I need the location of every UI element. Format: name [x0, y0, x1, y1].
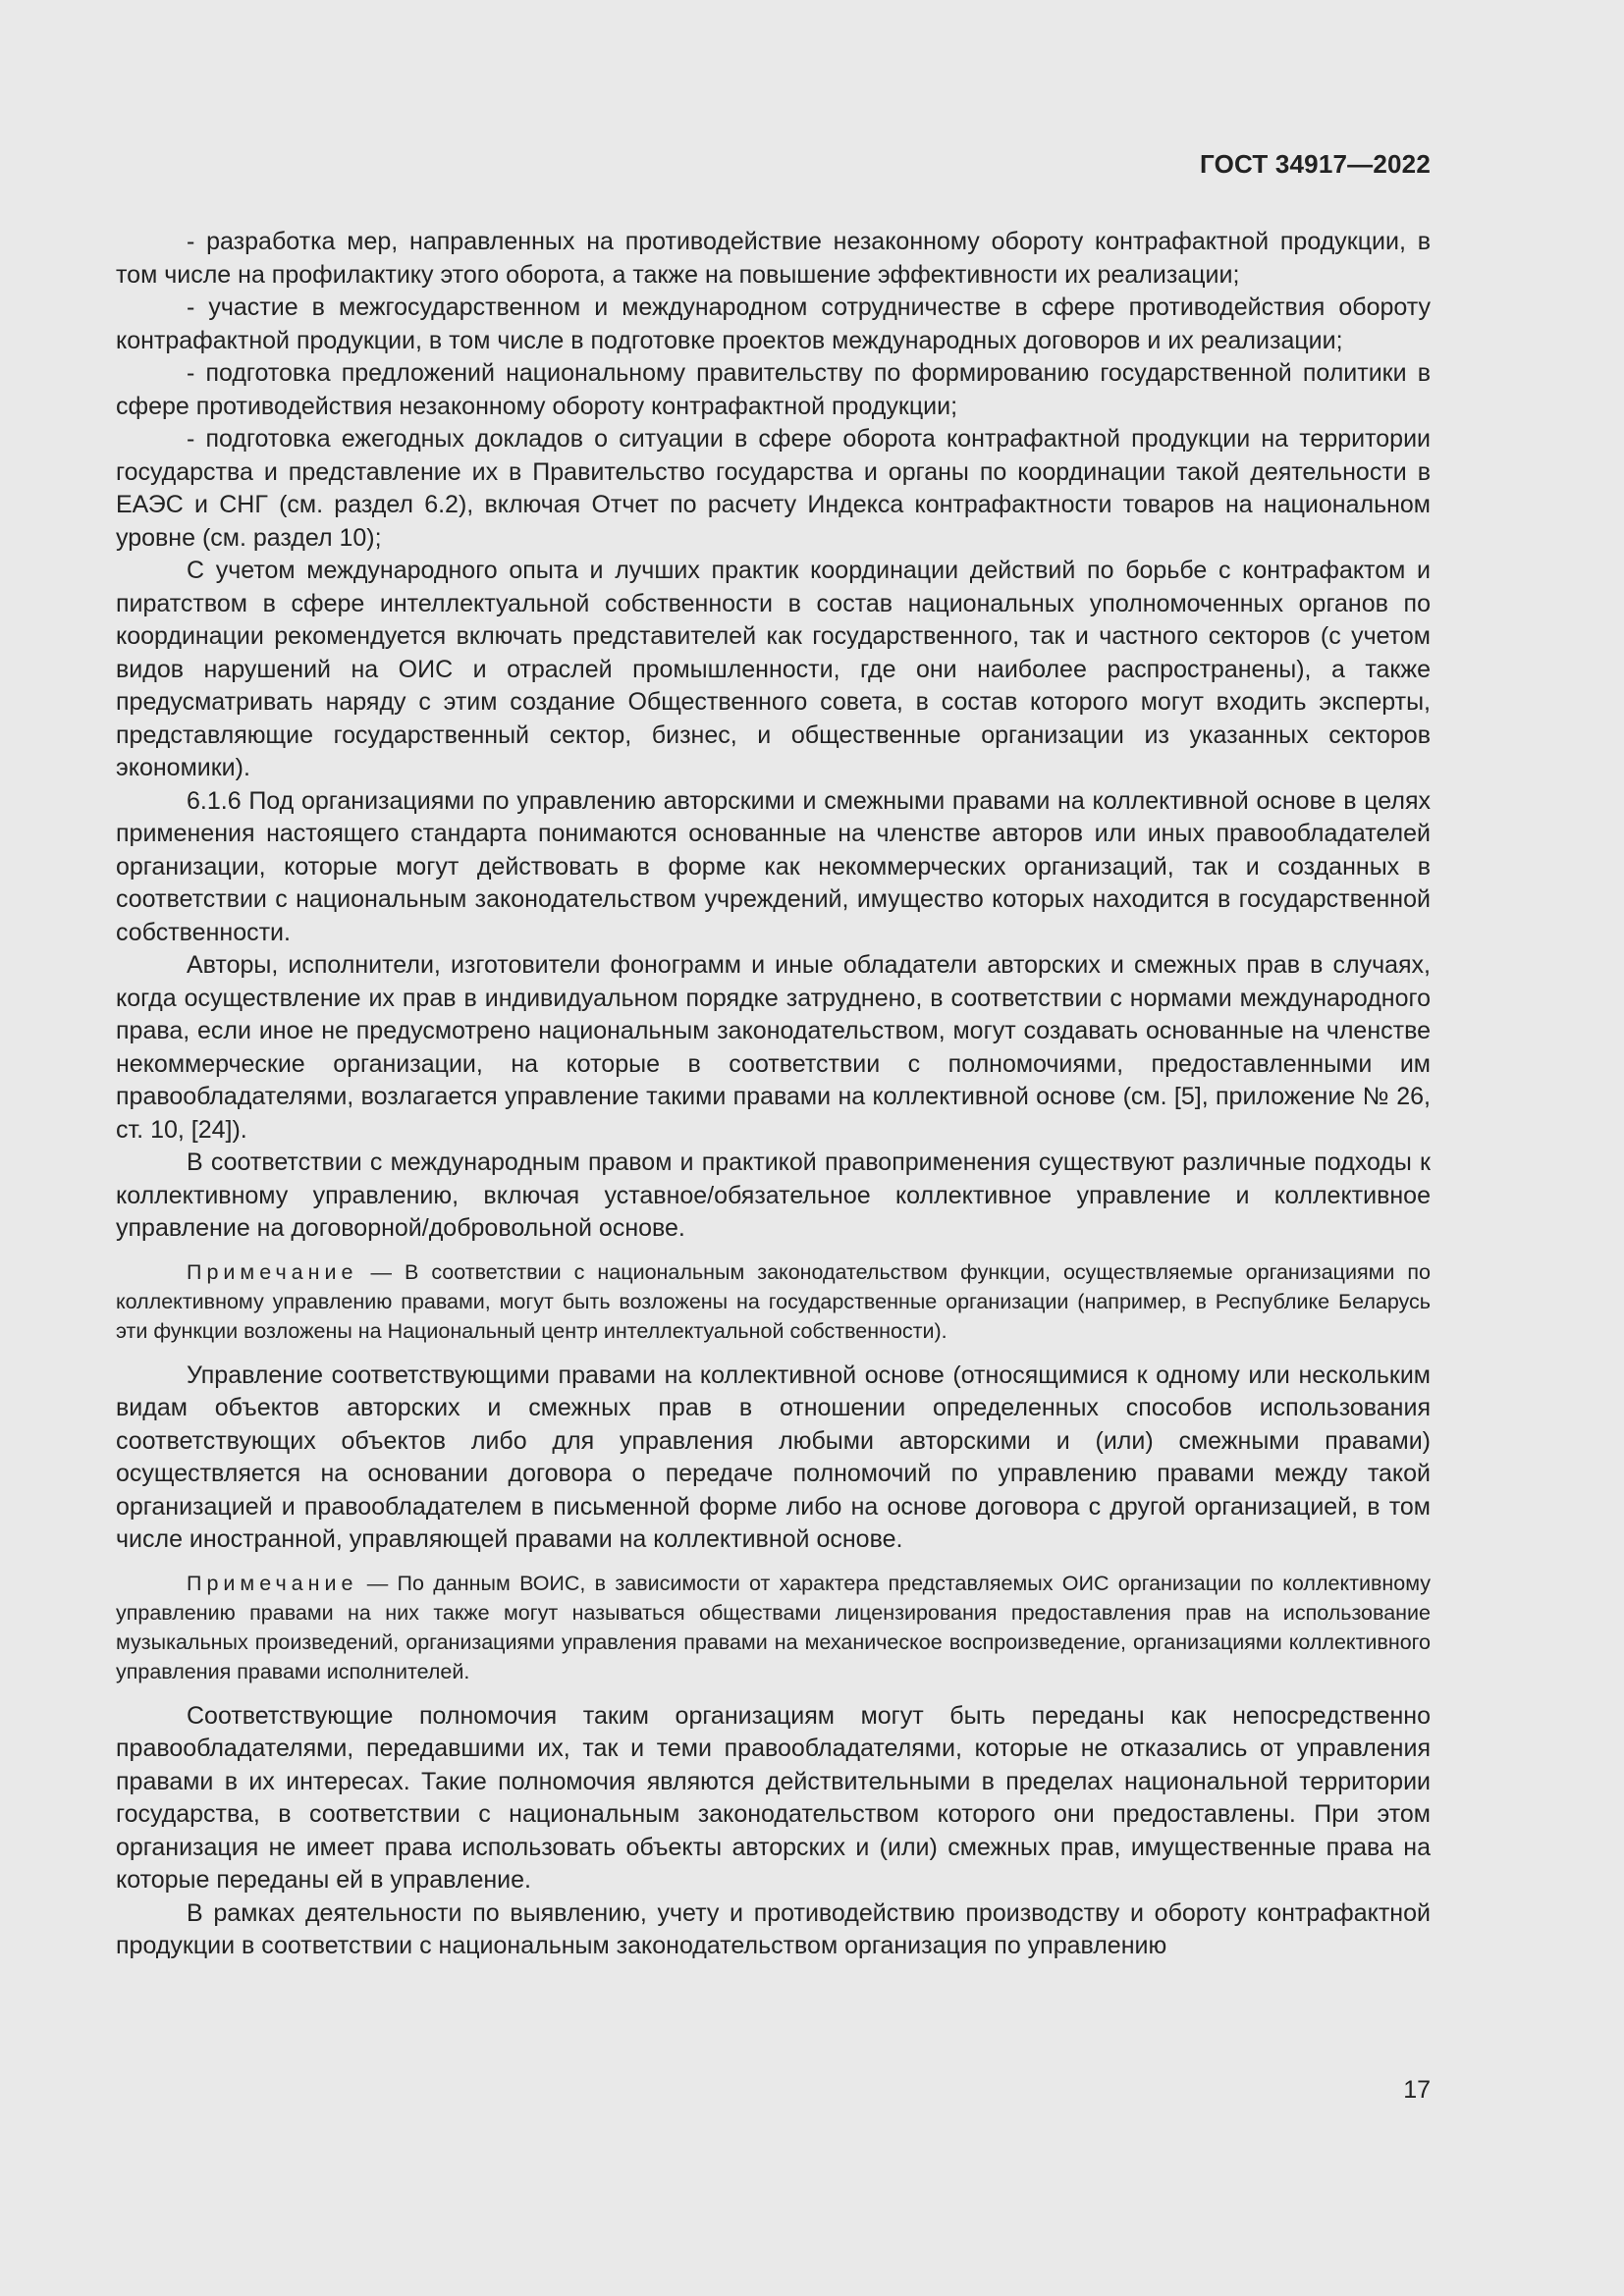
list-item: - разработка мер, направленных на противодействие незаконному обороту контрафактной продукции, в том числе на профилактику этого оборота, а также на повышение эффективности их реализации;: [116, 228, 1431, 289]
note-text: — По данным ВОИС, в зависимости от характера представляемых ОИС организации по коллективному управлению правами на них также могут называться обществами лицензирования предоставления прав на использование музыкальных произведений, организациями управления правами на механическое воспроизведение, организациями коллективного управления правами исполнителей.: [116, 1571, 1431, 1683]
paragraph: С учетом международного опыта и лучших практик координации действий по борьбе с контрафактом и пиратством в сфере интеллектуальной собственности в состав национальных уполномоченных органов по координации рекомендуется включать представителей как государственного, так и частного секторов (с учетом видов нарушений на ОИС и отраслей промышленности, где они наиболее распространены), а также предусматривать наряду с этим создание Общественного совета, в состав которого могут входить эксперты, представляющие государственный сектор, бизнес, и общественные организации из указанных секторов экономики).: [116, 557, 1431, 781]
document-body: [116, 226, 1431, 1963]
document-id-header: ГОСТ 34917—2022: [1200, 149, 1431, 179]
page-number: 17: [1403, 2076, 1431, 2104]
note: [116, 1257, 1431, 1346]
list-item: - участие в межгосударственном и международном сотрудничестве в сфере противодействия обороту контрафактной продукции, в том числе в подготовке проектов международных договоров и их реализации;: [116, 294, 1431, 354]
paragraph: Соответствующие полномочия таким организациям могут быть переданы как непосредственно правообладателями, передавшими их, так и теми правообладателями, которые не отказались от управления правами в их интересах. Такие полномочия являются действительными в пределах национальной территории государства, в соответствии с национальным законодательством которого они предоставлены. При этом организация не имеет права использовать объекты авторских и (или) смежных прав, имущественные права на которые переданы ей в управление.: [116, 1701, 1431, 1894]
paragraph: В рамках деятельности по выявлению, учету и противодействию производству и обороту контрафактной продукции в соответствии с национальным законодательством организация по управлению: [116, 1898, 1431, 1959]
paragraph: В соответствии с международным правом и практикой правоприменения существуют различные подходы к коллективному управлению, включая уставное/обязательное коллективное управление и коллективное управление на договорной/добровольной основе.: [116, 1148, 1431, 1242]
list-item: - подготовка предложений национальному правительству по формированию государственной политики в сфере противодействия незаконному обороту контрафактной продукции;: [116, 359, 1431, 420]
paragraph: 6.1.6 Под организациями по управлению авторскими и смежными правами на коллективной основе в целях применения настоящего стандарта понимаются основанные на членстве авторов или иных правообладателей организации, которые могут действовать в форме как некоммерческих организаций, так и созданных в соответствии с национальным законодательством учреждений, имущество которых находится в государственной собственности.: [116, 786, 1431, 946]
note-label: Примечание: [187, 1259, 358, 1284]
note-text: — В соответствии с национальным законодательством функции, осуществляемые организациями по коллективному управлению правами, могут быть возложены на государственные организации (например, в Республике Беларусь эти функции возложены на Национальный центр интеллектуальной собственности).: [116, 1259, 1431, 1343]
note: [116, 1569, 1431, 1686]
paragraph: Авторы, исполнители, изготовители фонограмм и иные обладатели авторских и смежных прав в случаях, когда осуществление их прав в индивидуальном порядке затруднено, в соответствии с нормами международного права, если иное не предусмотрено национальным законодательством, могут создавать основанные на членстве некоммерческие организации, на которые в соответствии с полномочиями, предоставленными им правообладателями, возлагается управление такими правами на коллективной основе (см. [5], приложение № 26, ст. 10, [24]).: [116, 951, 1431, 1144]
list-item: - подготовка ежегодных докладов о ситуации в сфере оборота контрафактной продукции на территории государства и представление их в Правительство государства и органы по координации такой деятельности в ЕАЭС и СНГ (см. раздел 6.2), включая Отчет по расчету Индекса контрафактности товаров на национальном уровне (см. раздел 10);: [116, 425, 1431, 552]
note-label: Примечание: [187, 1571, 358, 1595]
paragraph: Управление соответствующими правами на коллективной основе (относящимися к одному или нескольким видам объектов авторских и смежных прав в отношении определенных способов использования соответствующих объектов либо для управления любыми авторскими и (или) смежными правами) осуществляется на основании договора о передаче полномочий по управлению правами между такой организацией и правообладателем в письменной форме либо на основе договора с другой организацией, в том числе иностранной, управляющей правами на коллективной основе.: [116, 1361, 1431, 1553]
